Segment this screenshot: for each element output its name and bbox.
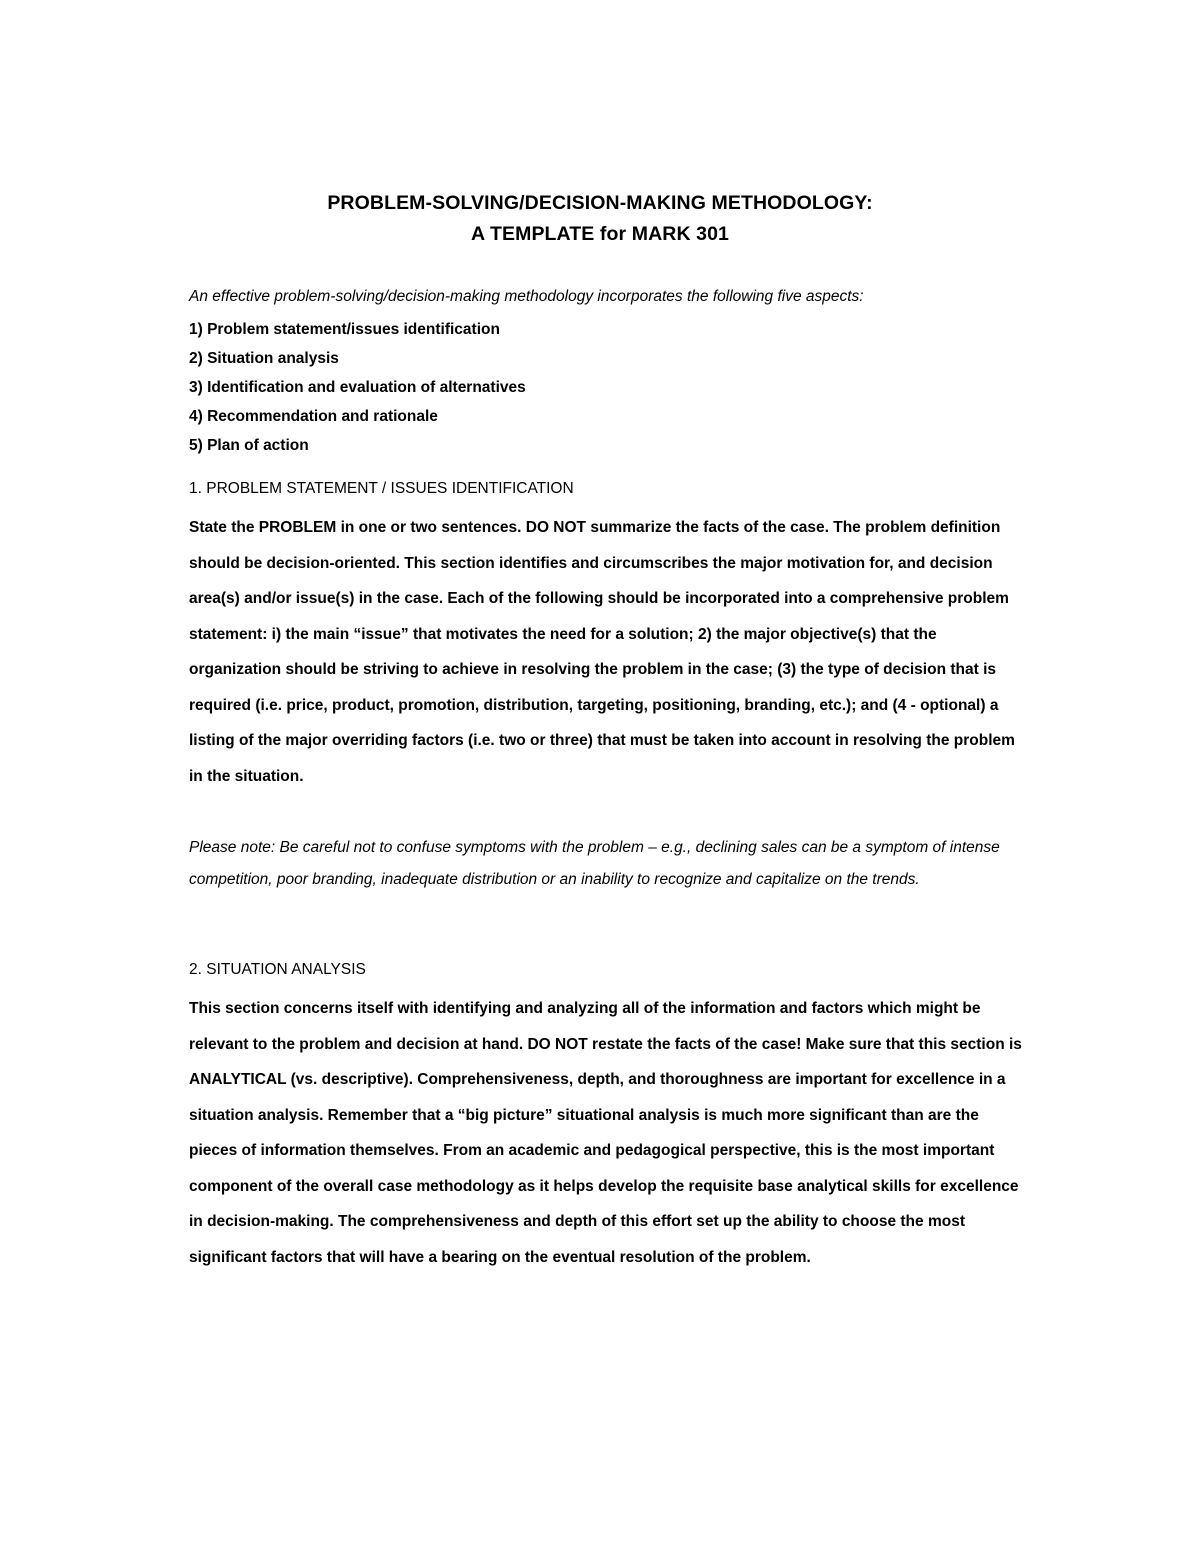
section-body: This section concerns itself with identifying and analyzing all of the information and factors which might be relevant to the problem and decision at hand. DO NOT restate the facts of the case! Make sure that this section is ANALYTICAL (vs. descriptive). Comprehensiveness, depth, and thoroughness are important for excellence in a situation analysis. Remember that a “big picture” situational analysis is much more significant than are the pieces of information themselves. From an academic and pedagogical perspective, this is the most important component of the overall case methodology as it helps develop the requisite base analytical skills for excellence in decision-making. The comprehensiveness and depth of this effort set up the ability to choose the most significant factors that will have a bearing on the eventual resolution of the problem. [189,1000,1022,1266]
aspect-item: 4) Recommendation and rationale [189,408,438,425]
aspect-item: 3) Identification and evaluation of alternatives [189,379,526,396]
aspects-list [189,315,1069,460]
document-title [0,188,1200,250]
title-line-1: PROBLEM-SOLVING/DECISION-MAKING METHODOLOGY: [327,192,873,214]
intro-text: An effective problem-solving/decision-making methodology incorporates the following five aspects: [189,287,864,305]
section-heading: 2. SITUATION ANALYSIS [189,961,366,978]
aspect-item: 1) Problem statement/issues identification [189,321,500,338]
section-problem-statement [189,478,1029,794]
section-situation-analysis [189,959,1029,1275]
title-line-2: A TEMPLATE for MARK 301 [471,223,729,245]
note-paragraph: Please note: Be careful not to confuse symptoms with the problem – e.g., declining sales can be a symptom of intense competition, poor branding, inadequate distribution or an inability to recognize and capitalize on the trends. [189,839,1000,888]
aspect-item: 2) Situation analysis [189,350,339,367]
section-heading: 1. PROBLEM STATEMENT / ISSUES IDENTIFICATION [189,480,574,497]
section-body: State the PROBLEM in one or two sentences. DO NOT summarize the facts of the case. The problem definition should be decision-oriented. This section identifies and circumscribes the major motivation for, and decision area(s) and/or issue(s) in the case. Each of the following should be incorporated into a comprehensive problem statement: i) the main “issue” that motivates the need for a solution; 2) the major objective(s) that the organization should be striving to achieve in resolving the problem in the case; (3) the type of decision that is required (i.e. price, product, promotion, distribution, targeting, positioning, branding, etc.); and (4 - optional) a listing of the major overriding factors (i.e. two or three) that must be taken into account in resolving the problem in the situation. [189,519,1015,785]
aspect-item: 5) Plan of action [189,437,309,454]
